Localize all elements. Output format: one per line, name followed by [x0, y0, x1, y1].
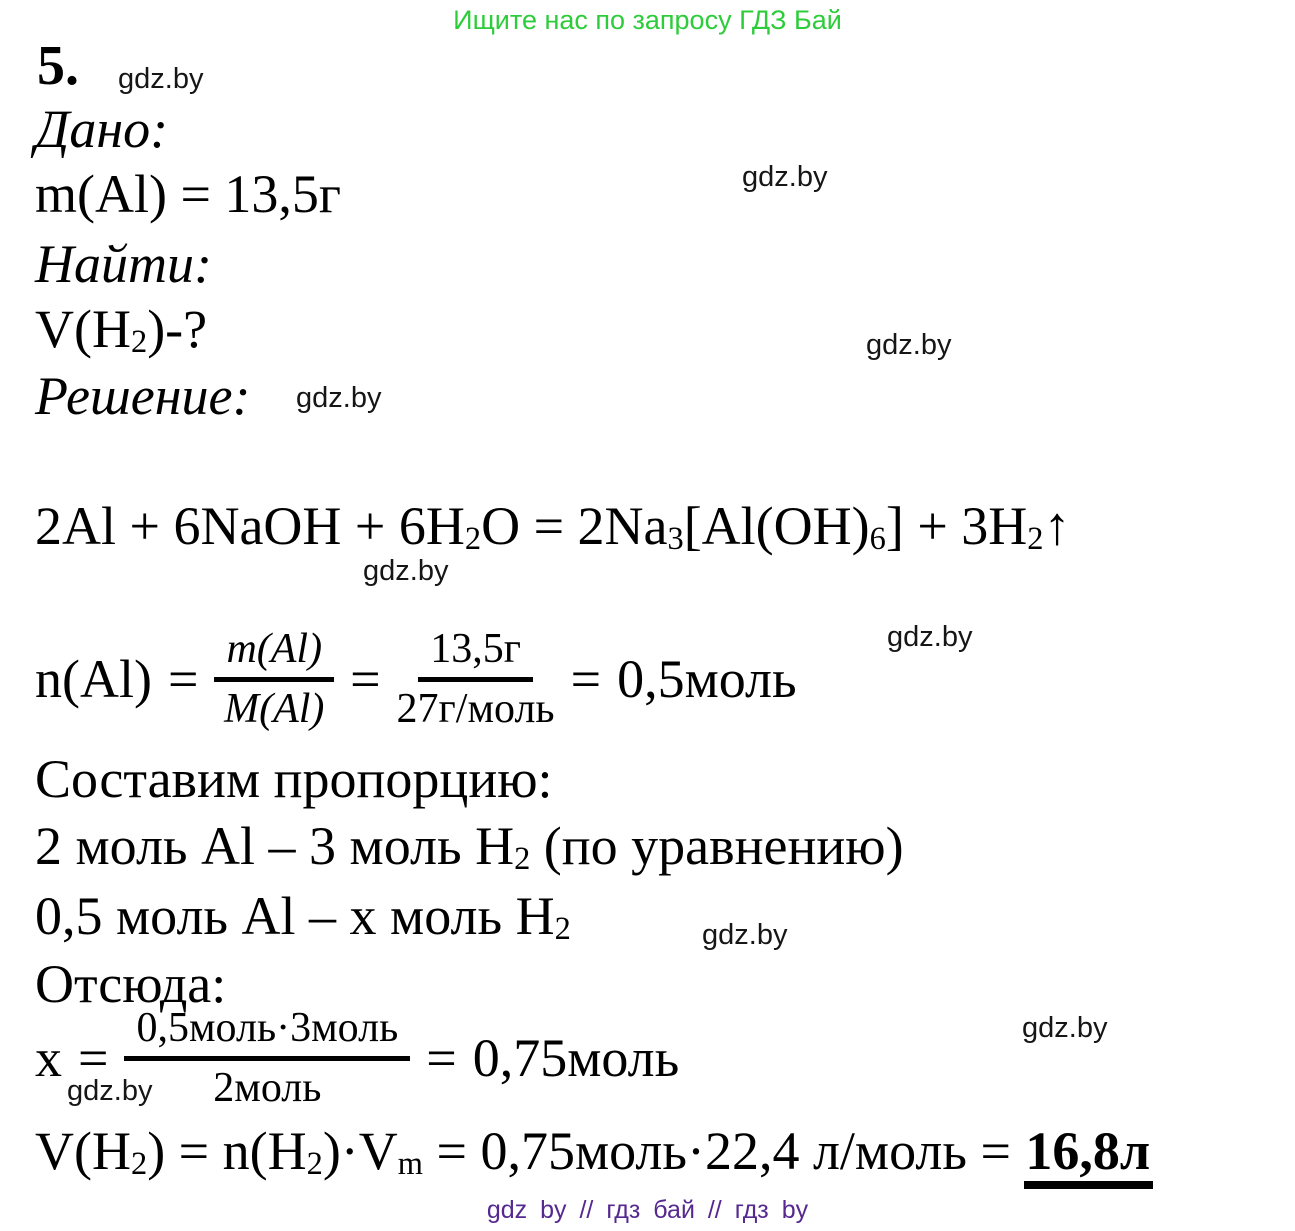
n-equation	[35, 624, 797, 735]
gdz-watermark: gdz.by	[702, 919, 788, 951]
fraction-denominator: M(Al)	[224, 686, 325, 733]
v-equation: $V(H_2) = n(H_2)\cdot V_m$ = 0,75моль·22,4 л/моль = 16,8л	[35, 1120, 1153, 1182]
find-value: $V(H_2)-$?	[35, 299, 208, 360]
n-equation-result: 0,5моль	[617, 649, 797, 710]
x-equation-lhs: x	[35, 1028, 62, 1089]
gdz-watermark: gdz.by	[118, 63, 204, 95]
fraction-mass-over-molar	[397, 624, 555, 735]
fraction-denominator: 2моль	[213, 1065, 322, 1112]
reaction-equation: 2Al + 6NaOH + $6H_2O = 2Na_3[Al(OH)_6]$ + $3H_2↑$	[35, 496, 1071, 557]
gdz-watermark: gdz.by	[67, 1075, 153, 1107]
proportion-line-1: 2 моль Al – 3 моль $H_2$ (по уравнению)	[35, 816, 904, 877]
x-equation-result: 0,75моль	[472, 1028, 680, 1089]
find-label: Найти:	[35, 234, 212, 294]
fraction-m-over-M	[214, 624, 334, 735]
equals-sign: =	[426, 1028, 457, 1089]
fraction-numerator: m(Al)	[214, 624, 334, 682]
equals-sign: =	[350, 649, 381, 710]
fraction-numerator: 0,5моль·3моль	[124, 1003, 410, 1061]
x-equation	[35, 1003, 679, 1114]
fraction-numerator: 13,5г	[418, 624, 533, 682]
footer-tags: gdz by // гдз бай // гдз by	[486, 1196, 809, 1224]
fraction-denominator: 27г/моль	[396, 686, 555, 733]
gdz-watermark: gdz.by	[363, 555, 449, 587]
gdz-watermark: gdz.by	[887, 621, 973, 653]
n-equation-lhs: n(Al)	[35, 649, 152, 710]
proportion-line-2: 0,5 моль Al – x моль $H_2$	[35, 886, 571, 947]
gdz-watermark: gdz.by	[742, 161, 828, 193]
given-value: m(Al) = 13,5г	[35, 164, 342, 224]
equals-sign: =	[78, 1028, 109, 1089]
equals-sign: =	[570, 649, 602, 710]
gdz-watermark: gdz.by	[296, 382, 382, 414]
problem-number: 5.	[37, 35, 79, 97]
solution-label: Решение:	[35, 366, 251, 426]
proportion-intro: Составим пропорцию:	[35, 749, 553, 809]
given-label: Дано:	[35, 99, 169, 159]
gdz-watermark: gdz.by	[1022, 1012, 1108, 1044]
fraction-moles	[124, 1003, 410, 1114]
gdz-watermark: gdz.by	[866, 329, 952, 361]
hence-label: Отсюда:	[35, 954, 227, 1014]
equals-sign: =	[167, 649, 199, 710]
promo-header-text: Ищите нас по запросу ГДЗ Бай	[453, 5, 842, 35]
